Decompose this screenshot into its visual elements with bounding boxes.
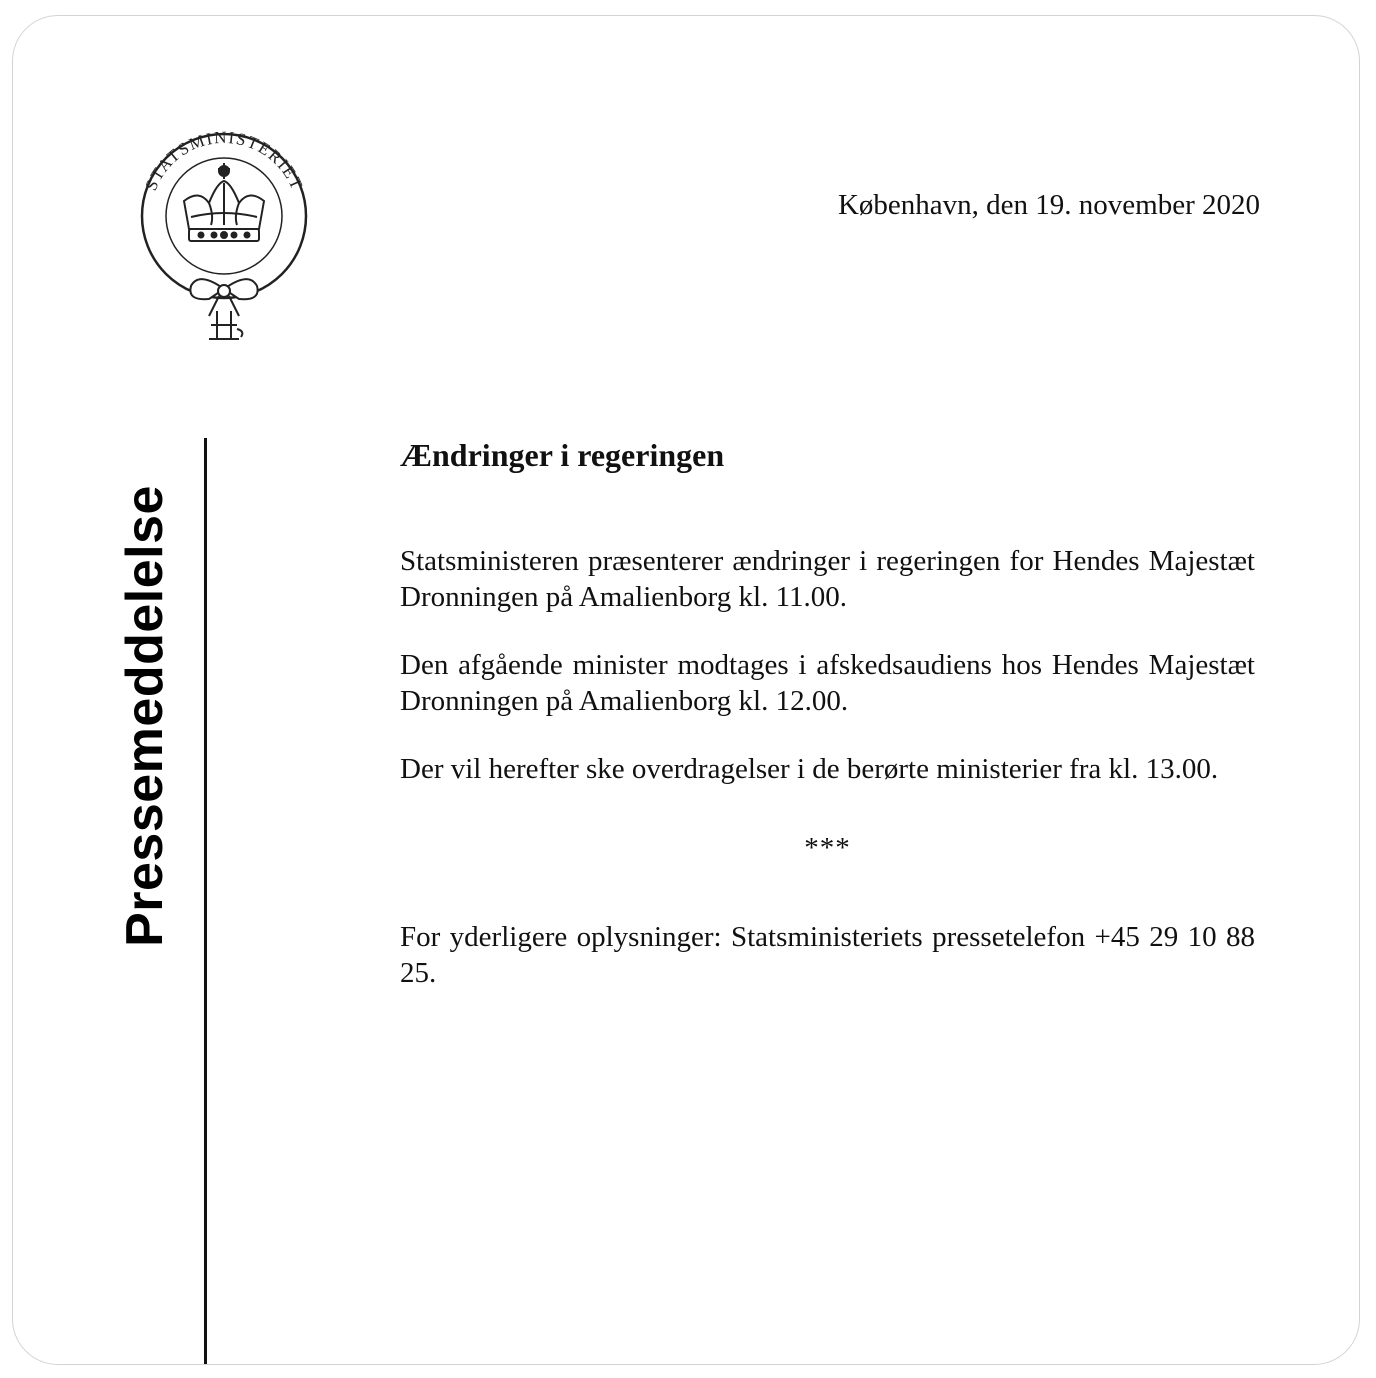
paragraph: Den afgående minister modtages i afskedsaudiens hos Hendes Majestæt Dronningen på Amalienborg kl. 12.00.: [400, 649, 1255, 717]
press-release-body: [400, 436, 1255, 1024]
paragraph: Statsministeren præsenterer ændringer i regeringen for Hendes Majestæt Dronningen på Amalienborg kl. 11.00.: [400, 545, 1255, 613]
crown-seal-icon: [129, 121, 319, 351]
side-label-container: [105, 471, 185, 961]
seal-ring-text: STATSMINISTERIET: [141, 127, 307, 194]
press-release-date: København, den 19. november 2020: [837, 189, 1260, 221]
vertical-divider: [204, 438, 207, 1365]
section-separator: ***: [804, 832, 851, 865]
press-release-title: Ændringer i regeringen: [400, 437, 725, 473]
paragraph: Der vil herefter ske overdragelser i de berørte ministerier fra kl. 13.00.: [400, 752, 1219, 785]
contact-info: For yderligere oplysninger: Statsministeriets pressetelefon +45 29 10 88 25.: [400, 921, 1255, 989]
side-label: Pressemeddelelse: [116, 485, 174, 947]
press-release-card: [12, 15, 1360, 1365]
